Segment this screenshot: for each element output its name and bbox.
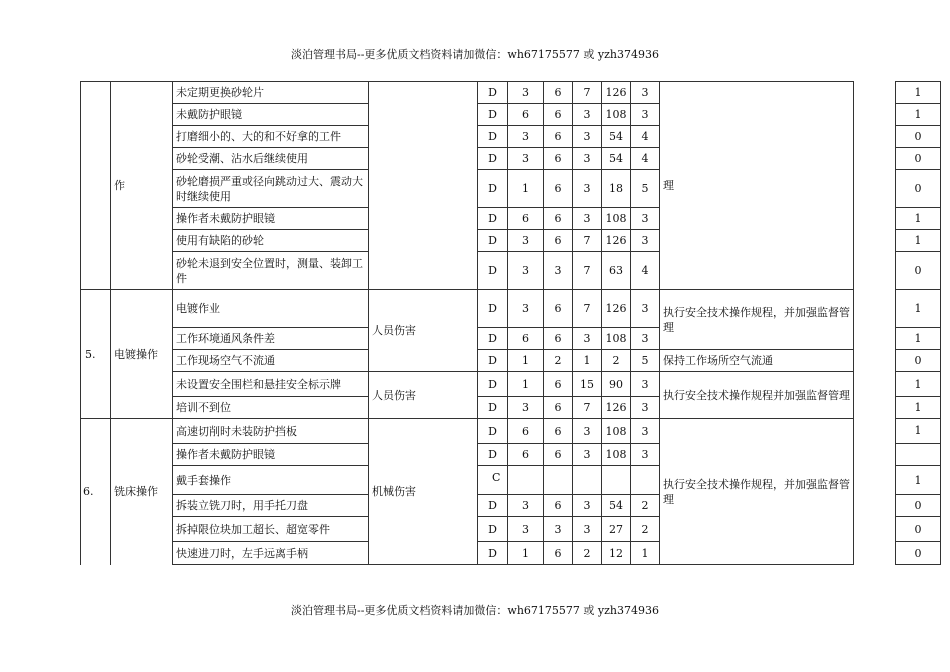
cell-gap	[854, 397, 896, 419]
cell-gap	[854, 208, 896, 230]
cell-grade: 2	[631, 495, 660, 517]
cell-hazard: 高速切削时未装防护挡板	[173, 419, 369, 444]
cell-l: 1	[508, 350, 544, 372]
cell-gap	[854, 148, 896, 170]
cell-l: 1	[508, 170, 544, 208]
cell-grade: 5	[631, 170, 660, 208]
cell-e: 6	[544, 397, 573, 419]
cell-grade: 3	[631, 104, 660, 126]
cell-measure: 执行安全技术操作规程，并加强监督管理	[660, 290, 854, 350]
cell-gap	[854, 328, 896, 350]
cell-consequence: 人员伤害	[369, 290, 478, 372]
cell-e: 2	[544, 350, 573, 372]
cell-operation: 电镀操作	[111, 290, 173, 419]
cell-hazard: 操作者未戴防护眼镜	[173, 208, 369, 230]
cell-grade: 3	[631, 444, 660, 466]
cell-hazard: 使用有缺陷的砂轮	[173, 230, 369, 252]
cell-measure: 理	[660, 82, 854, 290]
cell-level: D	[478, 495, 508, 517]
cell-e: 6	[544, 208, 573, 230]
cell-hazard: 快速进刀时，左手远离手柄	[173, 542, 369, 565]
cell-gap	[854, 82, 896, 104]
cell-gap	[854, 495, 896, 517]
cell-consequence: 人员伤害	[369, 372, 478, 419]
cell-grade: 3	[631, 208, 660, 230]
cell-operation: 铣床操作	[111, 419, 173, 565]
cell-level: D	[478, 542, 508, 565]
cell-level: D	[478, 397, 508, 419]
cell-c: 7	[573, 290, 602, 328]
cell-status: 1	[896, 82, 941, 104]
cell-consequence	[369, 82, 478, 290]
cell-d: 108	[602, 208, 631, 230]
cell-grade: 1	[631, 542, 660, 565]
cell-hazard: 砂轮未退到安全位置时，测量、装卸工件	[173, 252, 369, 290]
cell-status: 1	[896, 328, 941, 350]
cell-l: 3	[508, 517, 544, 542]
cell-d: 126	[602, 397, 631, 419]
cell-e: 6	[544, 495, 573, 517]
cell-e: 6	[544, 126, 573, 148]
cell-gap	[854, 350, 896, 372]
cell-no: 5.	[81, 290, 111, 419]
cell-level: D	[478, 230, 508, 252]
cell-hazard: 拆掉限位块加工超长、超宽零件	[173, 517, 369, 542]
table-row	[81, 350, 941, 372]
cell-c: 3	[573, 208, 602, 230]
cell-hazard: 未戴防护眼镜	[173, 104, 369, 126]
cell-e: 3	[544, 252, 573, 290]
cell-c: 3	[573, 419, 602, 444]
cell-grade: 4	[631, 252, 660, 290]
page-footer: 淡泊管理书局--更多优质文档资料请加微信：wh67175577 或 yzh374936	[291, 604, 659, 617]
cell-status: 0	[896, 517, 941, 542]
cell-consequence: 机械伤害	[369, 419, 478, 565]
page-header: 淡泊管理书局--更多优质文档资料请加微信：wh67175577 或 yzh374936	[291, 48, 659, 61]
cell-hazard: 工作现场空气不流通	[173, 350, 369, 372]
cell-hazard: 拆装立铣刀时，用手托刀盘	[173, 495, 369, 517]
cell-level: C	[478, 466, 508, 495]
cell-status: 0	[896, 252, 941, 290]
cell-grade: 4	[631, 148, 660, 170]
cell-hazard: 操作者未戴防护眼镜	[173, 444, 369, 466]
cell-c: 3	[573, 495, 602, 517]
cell-gap	[854, 372, 896, 397]
cell-hazard: 未设置安全围栏和悬挂安全标示牌	[173, 372, 369, 397]
cell-level: D	[478, 82, 508, 104]
cell-gap	[854, 290, 896, 328]
cell-d	[602, 466, 631, 495]
cell-grade: 5	[631, 350, 660, 372]
cell-d: 27	[602, 517, 631, 542]
table-row	[81, 372, 941, 397]
cell-level: D	[478, 208, 508, 230]
cell-level: D	[478, 104, 508, 126]
cell-level: D	[478, 419, 508, 444]
cell-e: 6	[544, 290, 573, 328]
cell-gap	[854, 419, 896, 444]
cell-l: 3	[508, 290, 544, 328]
cell-gap	[854, 542, 896, 565]
cell-e: 6	[544, 372, 573, 397]
cell-hazard: 戴手套操作	[173, 466, 369, 495]
cell-measure: 执行安全技术操作规程并加强监督管理	[660, 372, 854, 419]
cell-status: 1	[896, 372, 941, 397]
cell-level: D	[478, 126, 508, 148]
cell-c: 3	[573, 444, 602, 466]
cell-l	[508, 466, 544, 495]
cell-e: 6	[544, 230, 573, 252]
cell-l: 6	[508, 444, 544, 466]
cell-hazard: 培训不到位	[173, 397, 369, 419]
cell-grade: 3	[631, 397, 660, 419]
cell-d: 54	[602, 148, 631, 170]
cell-d: 54	[602, 126, 631, 148]
cell-e: 6	[544, 170, 573, 208]
cell-l: 6	[508, 104, 544, 126]
cell-status: 0	[896, 148, 941, 170]
cell-d: 63	[602, 252, 631, 290]
cell-d: 126	[602, 290, 631, 328]
cell-status: 1	[896, 230, 941, 252]
cell-hazard: 砂轮磨损严重或径向跳动过大、震动大时继续使用	[173, 170, 369, 208]
cell-d: 108	[602, 104, 631, 126]
cell-gap	[854, 126, 896, 148]
cell-grade: 3	[631, 328, 660, 350]
cell-l: 3	[508, 82, 544, 104]
cell-c: 15	[573, 372, 602, 397]
cell-level: D	[478, 170, 508, 208]
cell-d: 18	[602, 170, 631, 208]
cell-d: 108	[602, 444, 631, 466]
cell-status	[896, 444, 941, 466]
cell-e: 6	[544, 82, 573, 104]
cell-hazard: 打磨细小的、大的和不好拿的工件	[173, 126, 369, 148]
cell-status: 1	[896, 104, 941, 126]
table-row	[81, 82, 941, 104]
cell-c: 3	[573, 517, 602, 542]
cell-hazard: 未定期更换砂轮片	[173, 82, 369, 104]
cell-gap	[854, 104, 896, 126]
cell-l: 6	[508, 208, 544, 230]
table-row	[81, 290, 941, 328]
cell-e: 3	[544, 517, 573, 542]
cell-l: 6	[508, 328, 544, 350]
cell-e: 6	[544, 148, 573, 170]
cell-c: 3	[573, 170, 602, 208]
cell-grade: 3	[631, 419, 660, 444]
cell-status: 1	[896, 290, 941, 328]
cell-hazard: 工作环境通风条件差	[173, 328, 369, 350]
cell-l: 3	[508, 252, 544, 290]
cell-l: 3	[508, 230, 544, 252]
cell-grade: 3	[631, 82, 660, 104]
cell-level: D	[478, 148, 508, 170]
cell-d: 108	[602, 328, 631, 350]
cell-c: 3	[573, 148, 602, 170]
cell-grade: 3	[631, 230, 660, 252]
cell-level: D	[478, 252, 508, 290]
cell-e: 6	[544, 328, 573, 350]
cell-l: 3	[508, 148, 544, 170]
cell-hazard: 砂轮受潮、沾水后继续使用	[173, 148, 369, 170]
cell-grade: 3	[631, 290, 660, 328]
cell-grade: 3	[631, 372, 660, 397]
cell-c: 2	[573, 542, 602, 565]
cell-c: 7	[573, 252, 602, 290]
cell-level: D	[478, 372, 508, 397]
table-row	[81, 419, 941, 444]
cell-status: 1	[896, 208, 941, 230]
cell-d: 12	[602, 542, 631, 565]
cell-l: 1	[508, 542, 544, 565]
cell-e: 6	[544, 104, 573, 126]
cell-l: 3	[508, 126, 544, 148]
cell-level: D	[478, 517, 508, 542]
cell-measure: 保持工作场所空气流通	[660, 350, 854, 372]
cell-gap	[854, 444, 896, 466]
cell-measure: 执行安全技术操作规程，并加强监督管理	[660, 419, 854, 565]
cell-grade	[631, 466, 660, 495]
cell-gap	[854, 170, 896, 208]
cell-no	[81, 82, 111, 290]
cell-status: 1	[896, 397, 941, 419]
cell-c: 3	[573, 104, 602, 126]
cell-d: 126	[602, 82, 631, 104]
cell-status: 1	[896, 419, 941, 444]
cell-gap	[854, 517, 896, 542]
cell-gap	[854, 230, 896, 252]
cell-level: D	[478, 328, 508, 350]
cell-status: 0	[896, 170, 941, 208]
cell-no: 6.	[81, 419, 111, 565]
cell-gap	[854, 466, 896, 495]
cell-d: 126	[602, 230, 631, 252]
cell-status: 0	[896, 350, 941, 372]
cell-l: 1	[508, 372, 544, 397]
cell-level: D	[478, 290, 508, 328]
cell-c	[573, 466, 602, 495]
risk-assessment-table	[80, 81, 941, 565]
cell-c: 7	[573, 82, 602, 104]
cell-e: 6	[544, 542, 573, 565]
cell-hazard: 电镀作业	[173, 290, 369, 328]
cell-c: 1	[573, 350, 602, 372]
cell-status: 0	[896, 126, 941, 148]
cell-e	[544, 466, 573, 495]
cell-level: D	[478, 444, 508, 466]
cell-c: 3	[573, 126, 602, 148]
cell-status: 0	[896, 542, 941, 565]
cell-c: 3	[573, 328, 602, 350]
cell-d: 54	[602, 495, 631, 517]
cell-l: 6	[508, 419, 544, 444]
cell-e: 6	[544, 419, 573, 444]
cell-gap	[854, 252, 896, 290]
cell-e: 6	[544, 444, 573, 466]
cell-c: 7	[573, 230, 602, 252]
cell-d: 108	[602, 419, 631, 444]
cell-c: 7	[573, 397, 602, 419]
cell-status: 1	[896, 466, 941, 495]
cell-l: 3	[508, 495, 544, 517]
cell-status: 0	[896, 495, 941, 517]
cell-operation: 作	[111, 82, 173, 290]
cell-d: 2	[602, 350, 631, 372]
cell-l: 3	[508, 397, 544, 419]
cell-d: 90	[602, 372, 631, 397]
cell-level: D	[478, 350, 508, 372]
cell-grade: 2	[631, 517, 660, 542]
cell-grade: 4	[631, 126, 660, 148]
